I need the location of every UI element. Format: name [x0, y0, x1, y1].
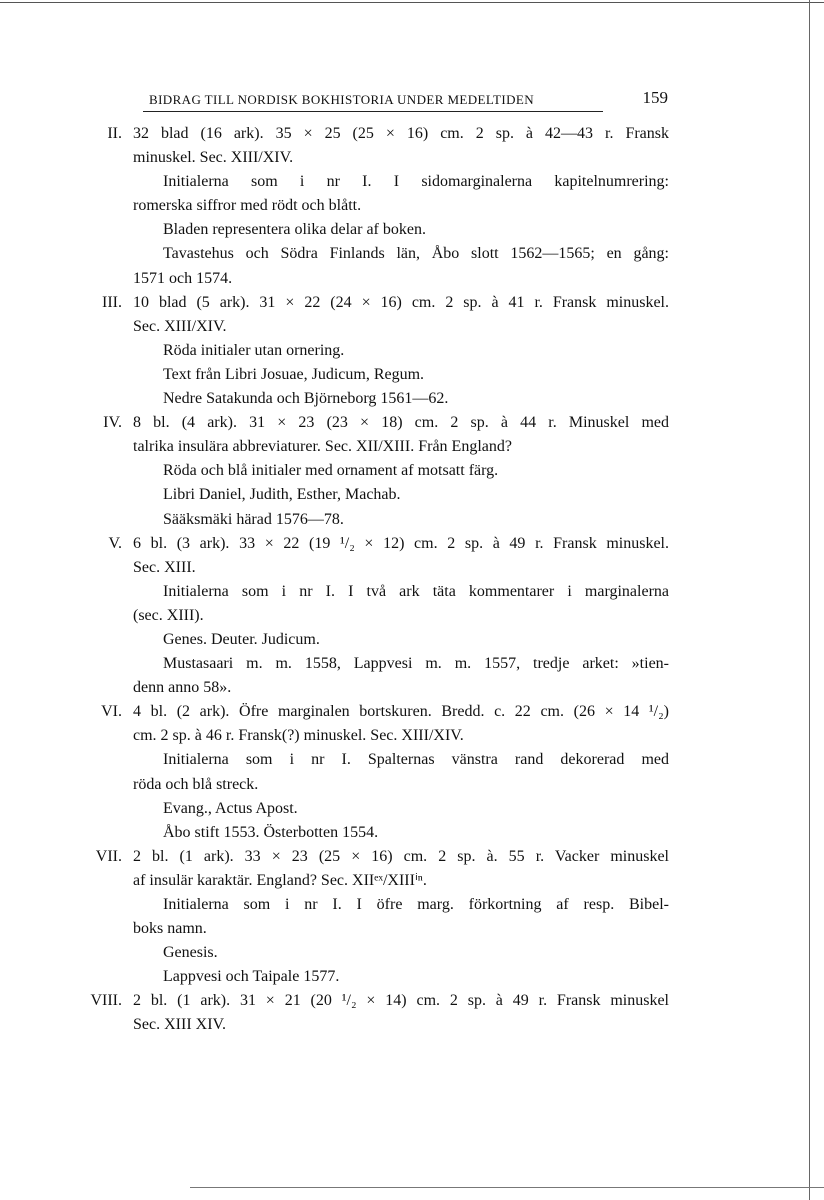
- entry-paragraph-line: Text från Libri Josuae, Judicum, Regum.: [163, 365, 425, 383]
- entry-paragraph-line: Libri Daniel, Judith, Esther, Machab.: [163, 486, 401, 504]
- entry-numeral: V.: [108, 534, 122, 552]
- entry-paragraph-line: Röda och blå initialer med ornament af motsatt färg.: [163, 462, 499, 480]
- entry-paragraph-line: Initialerna som i nr I. I öfre marg. förkortning af resp. Bibel-: [163, 896, 669, 913]
- entry-paragraph-line: Mustasaari m. m. 1558, Lappvesi m. m. 1557, tredje arket: »tien-: [163, 655, 669, 673]
- entry-paragraph-line: Sääksmäki härad 1576—78.: [163, 510, 344, 528]
- entry-numeral: VI.: [101, 703, 122, 721]
- page-header: [135, 88, 668, 114]
- entry-viii: [0, 989, 824, 1037]
- entry-paragraph-line: Röda initialer utan ornering.: [163, 341, 345, 359]
- entry-numeral: III.: [102, 293, 122, 311]
- entry-description-line: cm. 2 sp. à 46 r. Fransk(?) minuskel. Sec. XIII/XIV.: [133, 727, 464, 745]
- entry-paragraph-line: Nedre Satakunda och Björneborg 1561—62.: [163, 390, 449, 408]
- entry-description-line: Sec. XIII.: [133, 558, 196, 576]
- entry-description-line: Sec. XIII XIV.: [133, 1016, 227, 1034]
- entry-description-line: 4 bl. (2 ark). Öfre marginalen bortskuren. Bredd. c. 22 cm. (26 × 14 ¹/₂): [133, 703, 669, 721]
- entry-paragraph-line: Bladen representera olika delar af boken.: [163, 221, 426, 239]
- entry-description-line: af insulär karaktär. England? Sec. XIIᵉˣ/XIIIⁱⁿ.: [133, 871, 427, 889]
- entry-description-line: Sec. XIII/XIV.: [133, 317, 227, 335]
- entry-paragraph-line: Genes. Deuter. Judicum.: [163, 630, 320, 648]
- entry-paragraph-line: romerska siffror med rödt och blått.: [133, 197, 362, 215]
- entry-numeral: VII.: [95, 847, 122, 865]
- entry-iv: [0, 411, 824, 531]
- entry-paragraph-line: Initialerna som i nr I. I sidomarginalerna kapitelnumrering:: [163, 173, 669, 191]
- entry-paragraph-line: Tavastehus och Södra Finlands län, Åbo slott 1562—1565; en gång:: [163, 245, 669, 263]
- entry-paragraph-line: Initialerna som i nr I. I två ark täta kommentarer i marginalerna: [163, 582, 669, 600]
- entry-numeral: VIII.: [90, 992, 122, 1010]
- entry-iii: [0, 291, 824, 411]
- entry-paragraph-line: Åbo stift 1553. Österbotten 1554.: [163, 823, 379, 841]
- entry-description-line: 2 bl. (1 ark). 31 × 21 (20 ¹/₂ × 14) cm. 2 sp. à 49 r. Fransk minuskel: [133, 992, 669, 1010]
- entry-description-line: talrika insulära abbreviaturer. Sec. XII/XIII. Från England?: [133, 438, 512, 456]
- entry-ii: [0, 122, 824, 291]
- entry-paragraph-line: röda och blå streck.: [133, 775, 259, 793]
- entry-paragraph-line: denn anno 58».: [133, 679, 232, 697]
- page-number: 159: [642, 88, 668, 107]
- entry-numeral: IV.: [103, 414, 122, 432]
- entry-paragraph-line: boks namn.: [133, 920, 207, 938]
- entry-description-line: 32 blad (16 ark). 35 × 25 (25 × 16) cm. 2 sp. à 42—43 r. Fransk: [133, 125, 669, 142]
- entry-paragraph-line: (sec. XIII).: [133, 606, 204, 624]
- entry-description-line: 2 bl. (1 ark). 33 × 23 (25 × 16) cm. 2 sp. à. 55 r. Vacker minuskel: [133, 847, 669, 865]
- entry-description-line: 6 bl. (3 ark). 33 × 22 (19 ¹/₂ × 12) cm. 2 sp. à 49 r. Fransk minuskel.: [133, 534, 669, 552]
- catalog-entries: [0, 122, 824, 1038]
- entry-description-line: 8 bl. (4 ark). 31 × 23 (23 × 18) cm. 2 sp. à 44 r. Minuskel med: [133, 414, 669, 432]
- entry-v: [0, 532, 824, 701]
- entry-description-line: 10 blad (5 ark). 31 × 22 (24 × 16) cm. 2 sp. à 41 r. Fransk minuskel.: [133, 293, 669, 311]
- entry-paragraph-line: Genesis.: [163, 944, 218, 962]
- entry-paragraph-line: Initialerna som i nr I. Spalternas vänstra rand dekorerad med: [163, 751, 669, 769]
- entry-paragraph-line: Evang., Actus Apost.: [163, 799, 298, 817]
- entry-numeral: II.: [107, 125, 122, 142]
- entry-vii: [0, 845, 824, 990]
- entry-paragraph-line: Lappvesi och Taipale 1577.: [163, 968, 340, 986]
- entry-description-line: minuskel. Sec. XIII/XIV.: [133, 149, 294, 167]
- entry-paragraph-line: 1571 och 1574.: [133, 269, 233, 287]
- running-title: BIDRAG TILL NORDISK BOKHISTORIA UNDER MEDELTIDEN: [149, 92, 535, 107]
- page-edge-bottom: [190, 1187, 824, 1188]
- page-edge-top: [0, 2, 824, 3]
- entry-vi: [0, 700, 824, 845]
- header-rule: [143, 111, 603, 112]
